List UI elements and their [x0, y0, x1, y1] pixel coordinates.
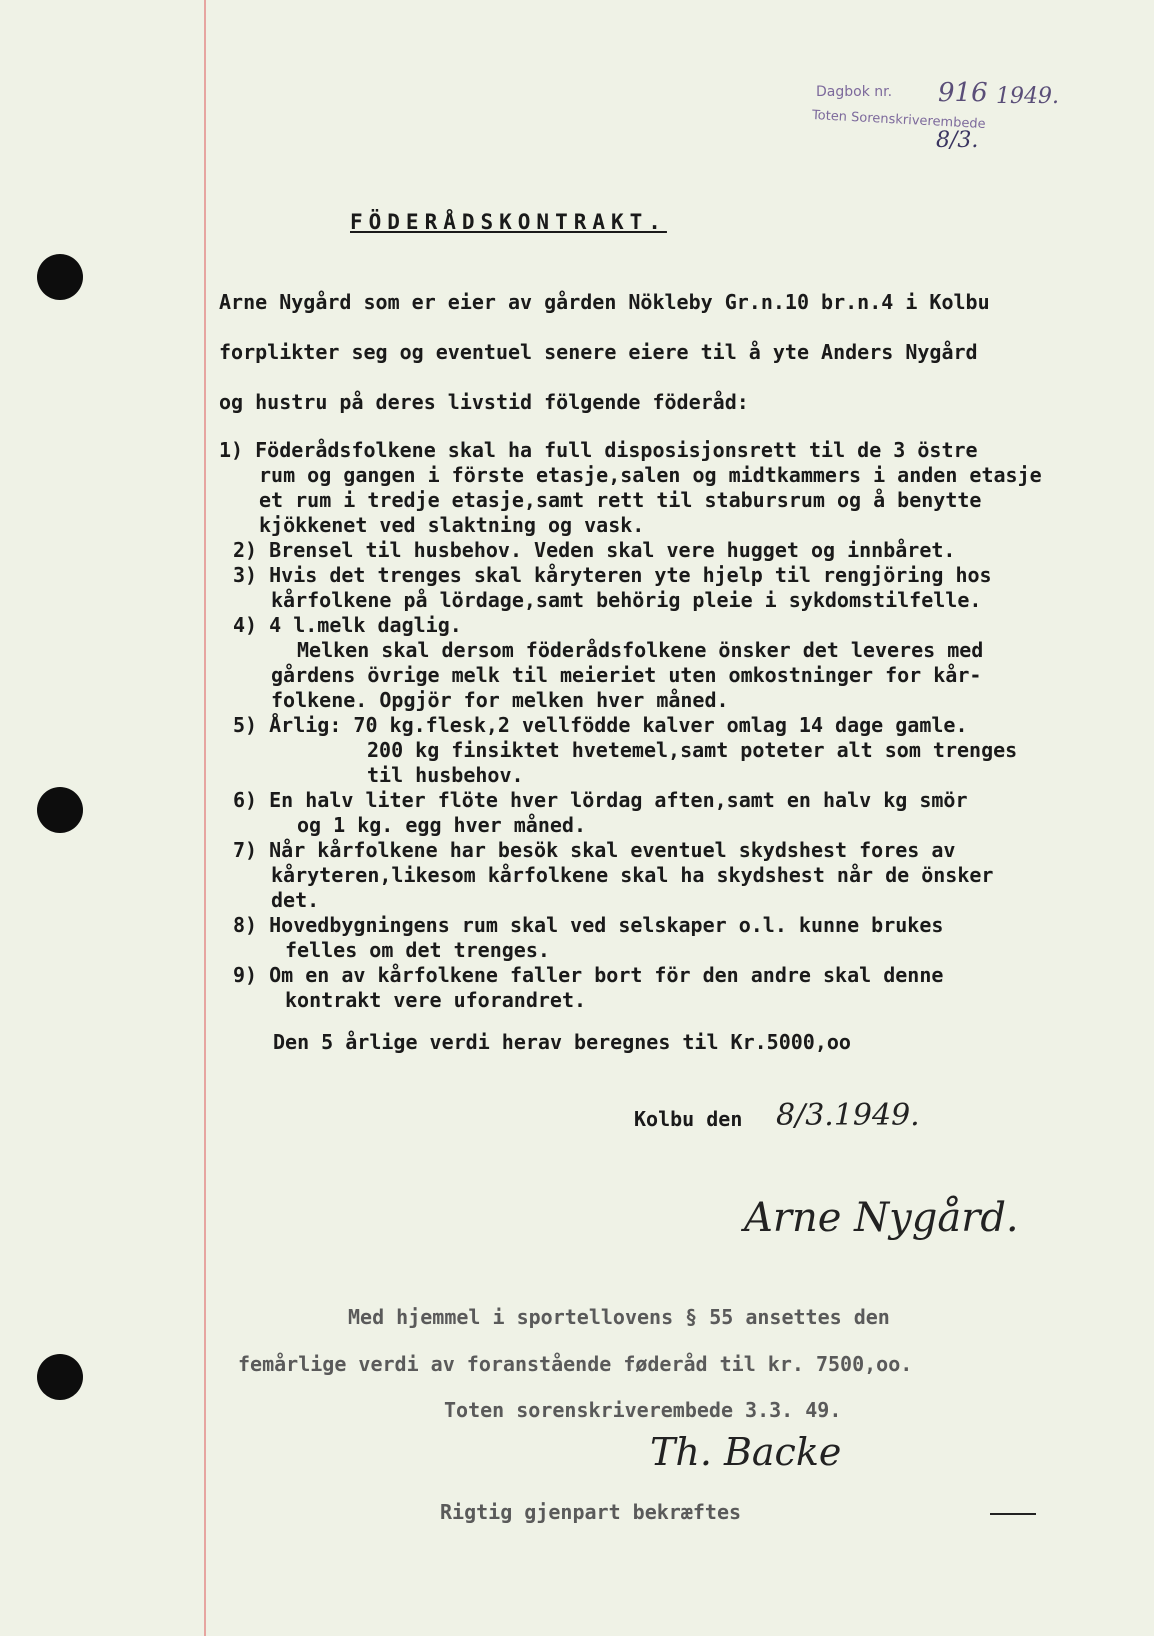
- intro-line: Arne Nygård som er eier av gården Nökleby Gr.n.10 br.n.4 i Kolbu: [219, 290, 990, 314]
- item-line: 2) Brensel til husbehov. Veden skal vere hugget og innbåret.: [233, 538, 956, 562]
- punch-hole: [37, 1354, 83, 1400]
- signature-backe: Th. Backe: [650, 1430, 842, 1474]
- stamp-office: Toten Sorenskriverembede: [811, 108, 986, 133]
- intro-line: og hustru på deres livstid fölgende föderåd:: [219, 390, 749, 414]
- signature-dash: [990, 1513, 1036, 1515]
- item-line: Melken skal dersom föderådsfolkene önsker det leveres med: [297, 638, 984, 662]
- item-line: rum og gangen i förste etasje,salen og midtkammers i anden etasje: [259, 463, 1042, 487]
- item-line: kårfolkene på lördage,samt behörig pleie i sykdomstilfelle.: [271, 588, 982, 612]
- court-note-line: Med hjemmel i sportellovens § 55 ansettes den: [348, 1305, 890, 1329]
- registry-stamp: [811, 78, 1116, 154]
- stamp-year: 1949.: [996, 84, 1059, 109]
- document-title: FÖDERÅDSKONTRAKT.: [350, 210, 667, 234]
- item-line: 9) Om en av kårfolkene faller bort för den andre skal denne: [233, 963, 944, 987]
- punch-hole: [37, 254, 83, 300]
- intro-line: forplikter seg og eventuel senere eiere til å yte Anders Nygård: [219, 340, 978, 364]
- item-line: felles om det trenges.: [285, 938, 550, 962]
- court-note-line: Toten sorenskriverembede 3.3. 49.: [444, 1398, 842, 1422]
- signature-arne-nygard: Arne Nygård.: [744, 1195, 1019, 1241]
- item-line: og 1 kg. egg hver måned.: [297, 813, 586, 837]
- item-line: kontrakt vere uforandret.: [285, 988, 587, 1012]
- value-line: Den 5 årlige verdi herav beregnes til Kr.5000,oo: [273, 1030, 851, 1054]
- place-label: Kolbu den: [634, 1107, 743, 1131]
- court-note-line: femårlige verdi av foranstående føderåd til kr. 7500,oo.: [238, 1352, 913, 1376]
- stamp-number: 916: [938, 78, 988, 108]
- item-line: 5) Årlig: 70 kg.flesk,2 vellfödde kalver omlag 14 dage gamle.: [233, 713, 968, 737]
- item-line: et rum i tredje etasje,samt rett til stabursrum og å benytte: [259, 488, 982, 512]
- punch-hole: [37, 787, 83, 833]
- item-line: til husbehov.: [367, 763, 524, 787]
- item-line: gårdens övrige melk til meieriet uten omkostninger for kår-: [271, 663, 982, 687]
- item-line: 1) Föderådsfolkene skal ha full disposisjonsrett til de 3 östre: [219, 438, 978, 462]
- item-line: det.: [271, 888, 320, 912]
- certification-stamp: Rigtig gjenpart bekræftes: [440, 1500, 742, 1524]
- item-line: kåryteren,likesom kårfolkene skal ha skydshest når de önsker: [271, 863, 994, 887]
- item-line: 8) Hovedbygningens rum skal ved selskaper o.l. kunne brukes: [233, 913, 944, 937]
- item-line: 3) Hvis det trenges skal kåryteren yte hjelp til rengjöring hos: [233, 563, 992, 587]
- item-line: kjökkenet ved slaktning og vask.: [259, 513, 645, 537]
- item-line: 4) 4 l.melk daglig.: [233, 613, 462, 637]
- handwritten-date: 8/3.1949.: [776, 1098, 920, 1133]
- stamp-label: Dagbok nr.: [816, 84, 893, 100]
- item-line: folkene. Opgjör for melken hver måned.: [271, 688, 729, 712]
- item-line: 7) Når kårfolkene har besök skal eventuel skydshest fores av: [233, 838, 956, 862]
- margin-line: [204, 0, 206, 1636]
- stamp-date: 8/3.: [936, 128, 979, 153]
- item-line: 6) En halv liter flöte hver lördag aften,samt en halv kg smör: [233, 788, 968, 812]
- item-line: 200 kg finsiktet hvetemel,samt poteter alt som trenges: [367, 738, 1018, 762]
